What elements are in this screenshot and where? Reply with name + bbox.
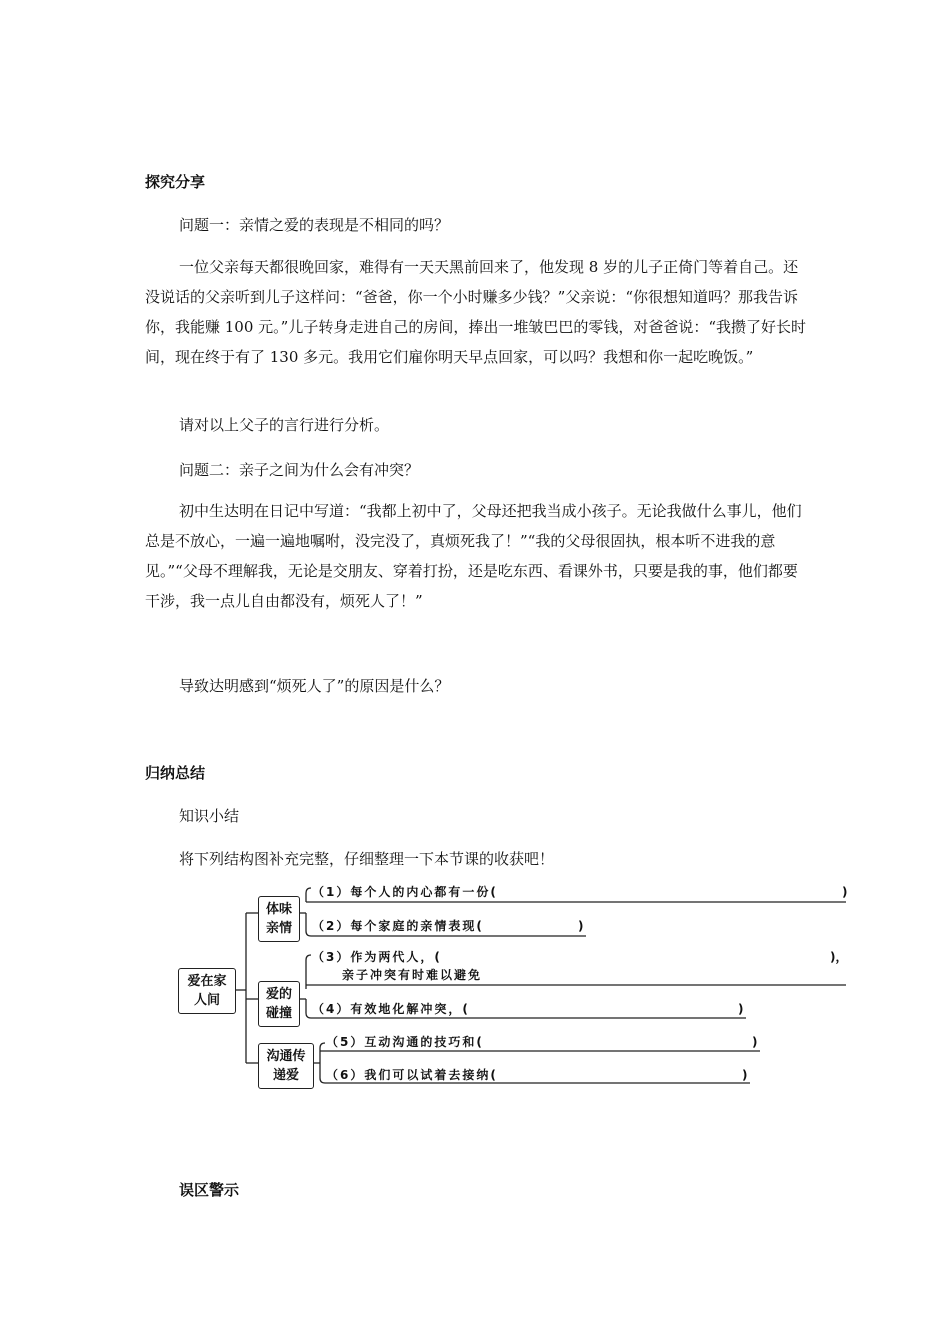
item-1: （1）每个人的内心都有一份( <box>312 885 498 899</box>
item-3-cont: 亲子冲突有时难以避免 <box>342 968 483 982</box>
story-2: 初中生达明在日记中写道：“我都上初中了，父母还把我当成小孩子。无论我做什么事儿，他们总是不放心，一遍一遍地嘱咐，没完没了，真烦死我了！”“我的父母很固执，根本听不进我的意见。”“父母不理解我，无论是交朋友、穿着打扮，还是吃东西、看课外书，只要是我的事，他们都要干涉，我一点儿自由都没有，烦死人了！” <box>145 502 802 610</box>
item-5-close: ) <box>752 1035 758 1049</box>
item-3-close: )， <box>830 950 848 964</box>
item-4: （4）有效地化解冲突，( <box>312 1002 470 1016</box>
task-2: 导致达明感到“烦死人了”的原因是什么？ <box>179 677 450 695</box>
item-3: （3）作为两代人，( <box>312 950 442 964</box>
item-2-close: ) <box>578 919 584 933</box>
root-box: 爱在家 人间 <box>178 968 236 1014</box>
branch-box-1: 体味 亲情 <box>258 896 300 942</box>
item-4-close: ) <box>738 1002 744 1016</box>
story-1: 一位父亲每天都很晚回家，难得有一天天黑前回来了，他发现 8 岁的儿子正倚门等着自己。还没说话的父亲听到儿子这样问：“爸爸，你一个小时赚多少钱？”父亲说：“你很想知道吗？那我告诉你，我能赚 100 元。”儿子转身走进自己的房间，捧出一堆皱巴巴的零钱，对爸爸说：“我攒了好长时间，现在终于有了 130 多元。我用它们雇你明天早点回家，可以吗？我想和你一起吃晚饭。” <box>145 258 807 366</box>
task-1: 请对以上父子的言行进行分析。 <box>179 416 390 434</box>
item-1-close: ) <box>842 885 848 899</box>
branch-box-2: 爱的 碰撞 <box>258 981 300 1027</box>
item-2: （2）每个家庭的亲情表现( <box>312 919 484 933</box>
heading-warning: 误区警示 <box>179 1181 240 1199</box>
item-6-close: ) <box>742 1068 748 1082</box>
heading-explore: 探究分享 <box>145 173 206 191</box>
summary-sub: 知识小结 <box>179 807 240 825</box>
branch-box-3: 沟通传 递爱 <box>258 1043 314 1089</box>
question-1: 问题一：亲情之爱的表现是不相同的吗？ <box>179 216 450 234</box>
item-6: （6）我们可以试着去接纳( <box>326 1068 498 1082</box>
item-5: （5）互动沟通的技巧和( <box>326 1035 484 1049</box>
heading-summary: 归纳总结 <box>145 764 206 782</box>
question-2: 问题二：亲子之间为什么会有冲突？ <box>179 461 420 479</box>
summary-instruction: 将下列结构图补充完整，仔细整理一下本节课的收获吧！ <box>179 850 555 868</box>
